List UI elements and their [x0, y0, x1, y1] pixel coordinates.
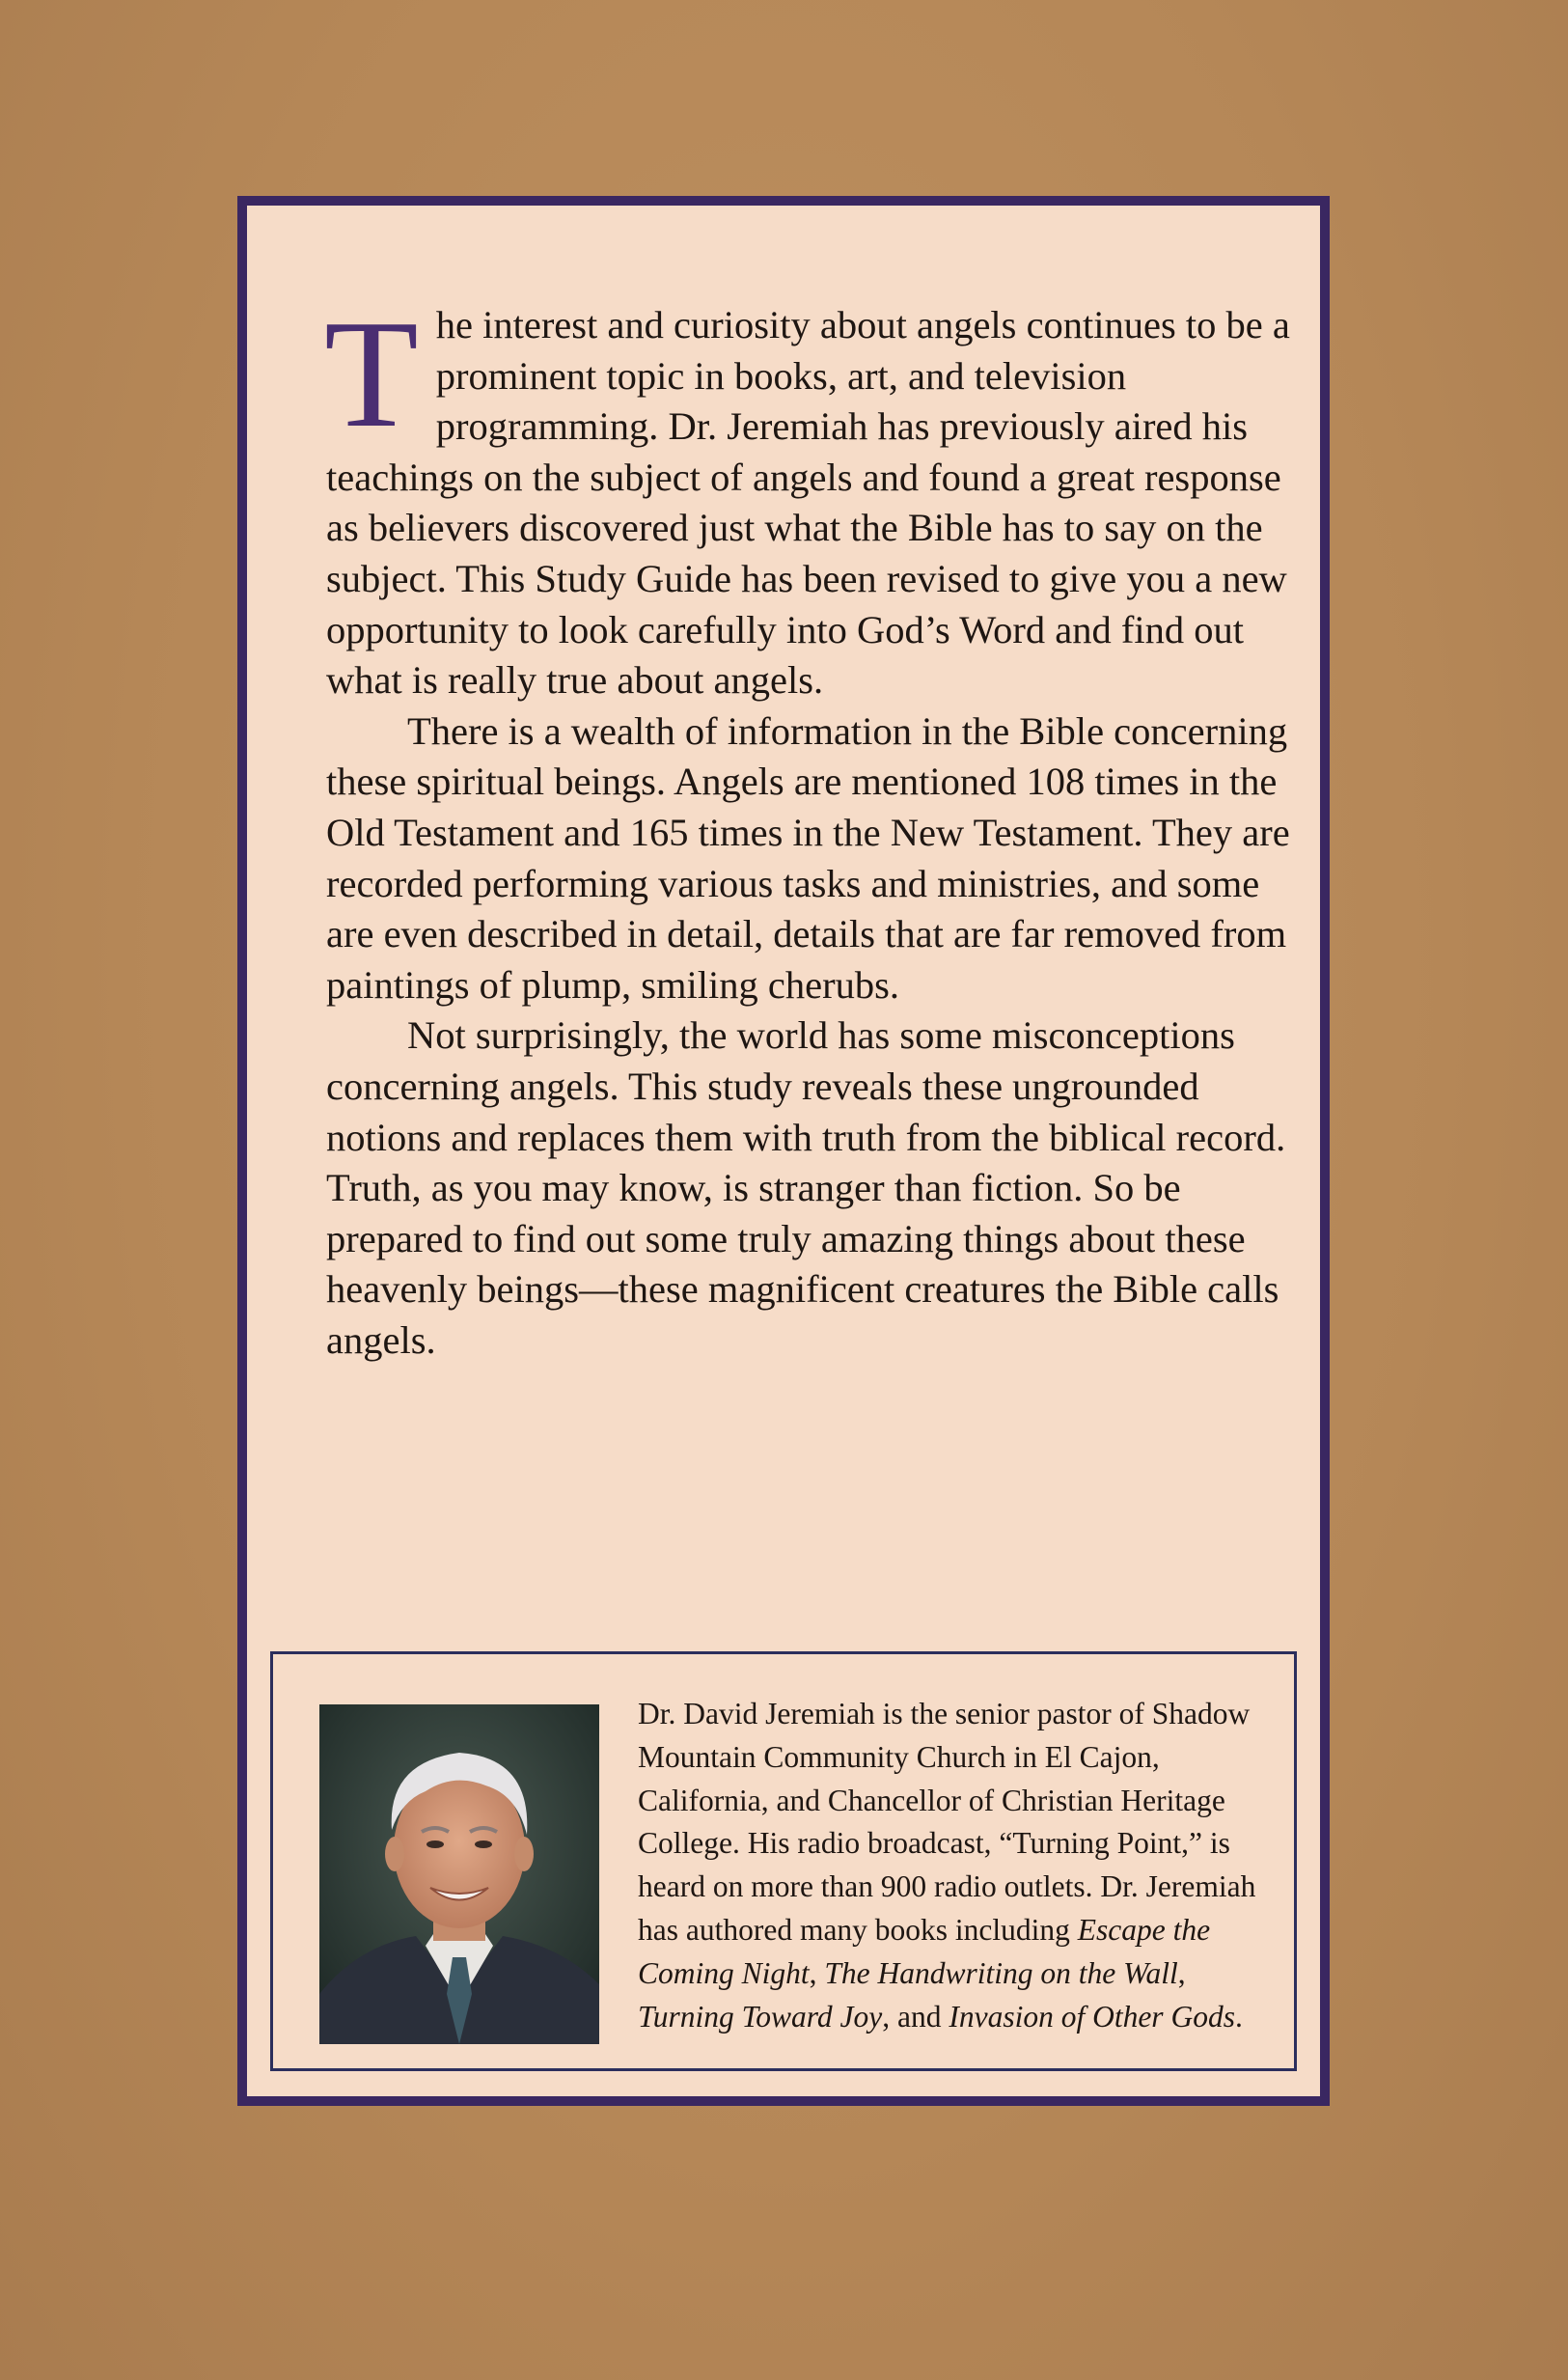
author-bio-text: [638, 1693, 1275, 2038]
separator: , and: [882, 1999, 949, 2034]
description-text: [324, 288, 1291, 1366]
book-title-4: Invasion of Other Gods: [949, 1999, 1235, 2034]
book-title-1: Escape the Coming Night: [638, 1912, 1211, 1990]
author-portrait-photo-icon: [319, 1704, 599, 2044]
book-title-3: Turning Toward Joy: [638, 1999, 883, 2034]
separator: ,: [1177, 1955, 1186, 1990]
paragraph-1: [324, 288, 1291, 706]
author-bio-box: [270, 1651, 1297, 2071]
description-panel: [237, 196, 1330, 2106]
paragraph-3: Not surprisingly, the world has some misconceptions concerning angels. This study reveals these ungrounded notions and replaces them with truth from the biblical record. Truth, as you may know, is stranger than fiction. So be prepared to find out some truly amazing things about these heavenly beings—these magnificent creatures the Bible calls angels.: [326, 1013, 1286, 1362]
paragraph-1-text: he interest and curiosity about angels continues to be a prominent topic in books, art, and television programming. Dr. Jeremiah has previously aired his teachings on the subject of angels and found a great response as believers discovered just what the Bible has to say on the subject. This Study Guide has been revised to give you a new opportunity to look carefully into God’s Word and find out what is really true about angels.: [326, 303, 1290, 703]
drop-cap: T: [324, 288, 419, 459]
separator: ,: [809, 1955, 825, 1990]
paragraph-2: There is a wealth of information in the Bible concerning these spiritual beings. Angels are mentioned 108 times in the Old Testament and 165 times in the New Testament. They are recorded performing various tasks and ministries, and some are even described in detail, details that are far removed from paintings of plump, smiling cherubs.: [326, 708, 1290, 1007]
book-title-2: The Handwriting on the Wall: [824, 1955, 1178, 1990]
bio-lead: Dr. David Jeremiah is the senior pastor of Shadow Mountain Community Church in El Cajon, California, and Chancellor of Christian Heritage College. His radio broadcast, “Turning Point,” is heard on more than 900 radio outlets. Dr. Jeremiah has authored many books including: [638, 1697, 1256, 1947]
bio-end: .: [1234, 1999, 1243, 2034]
